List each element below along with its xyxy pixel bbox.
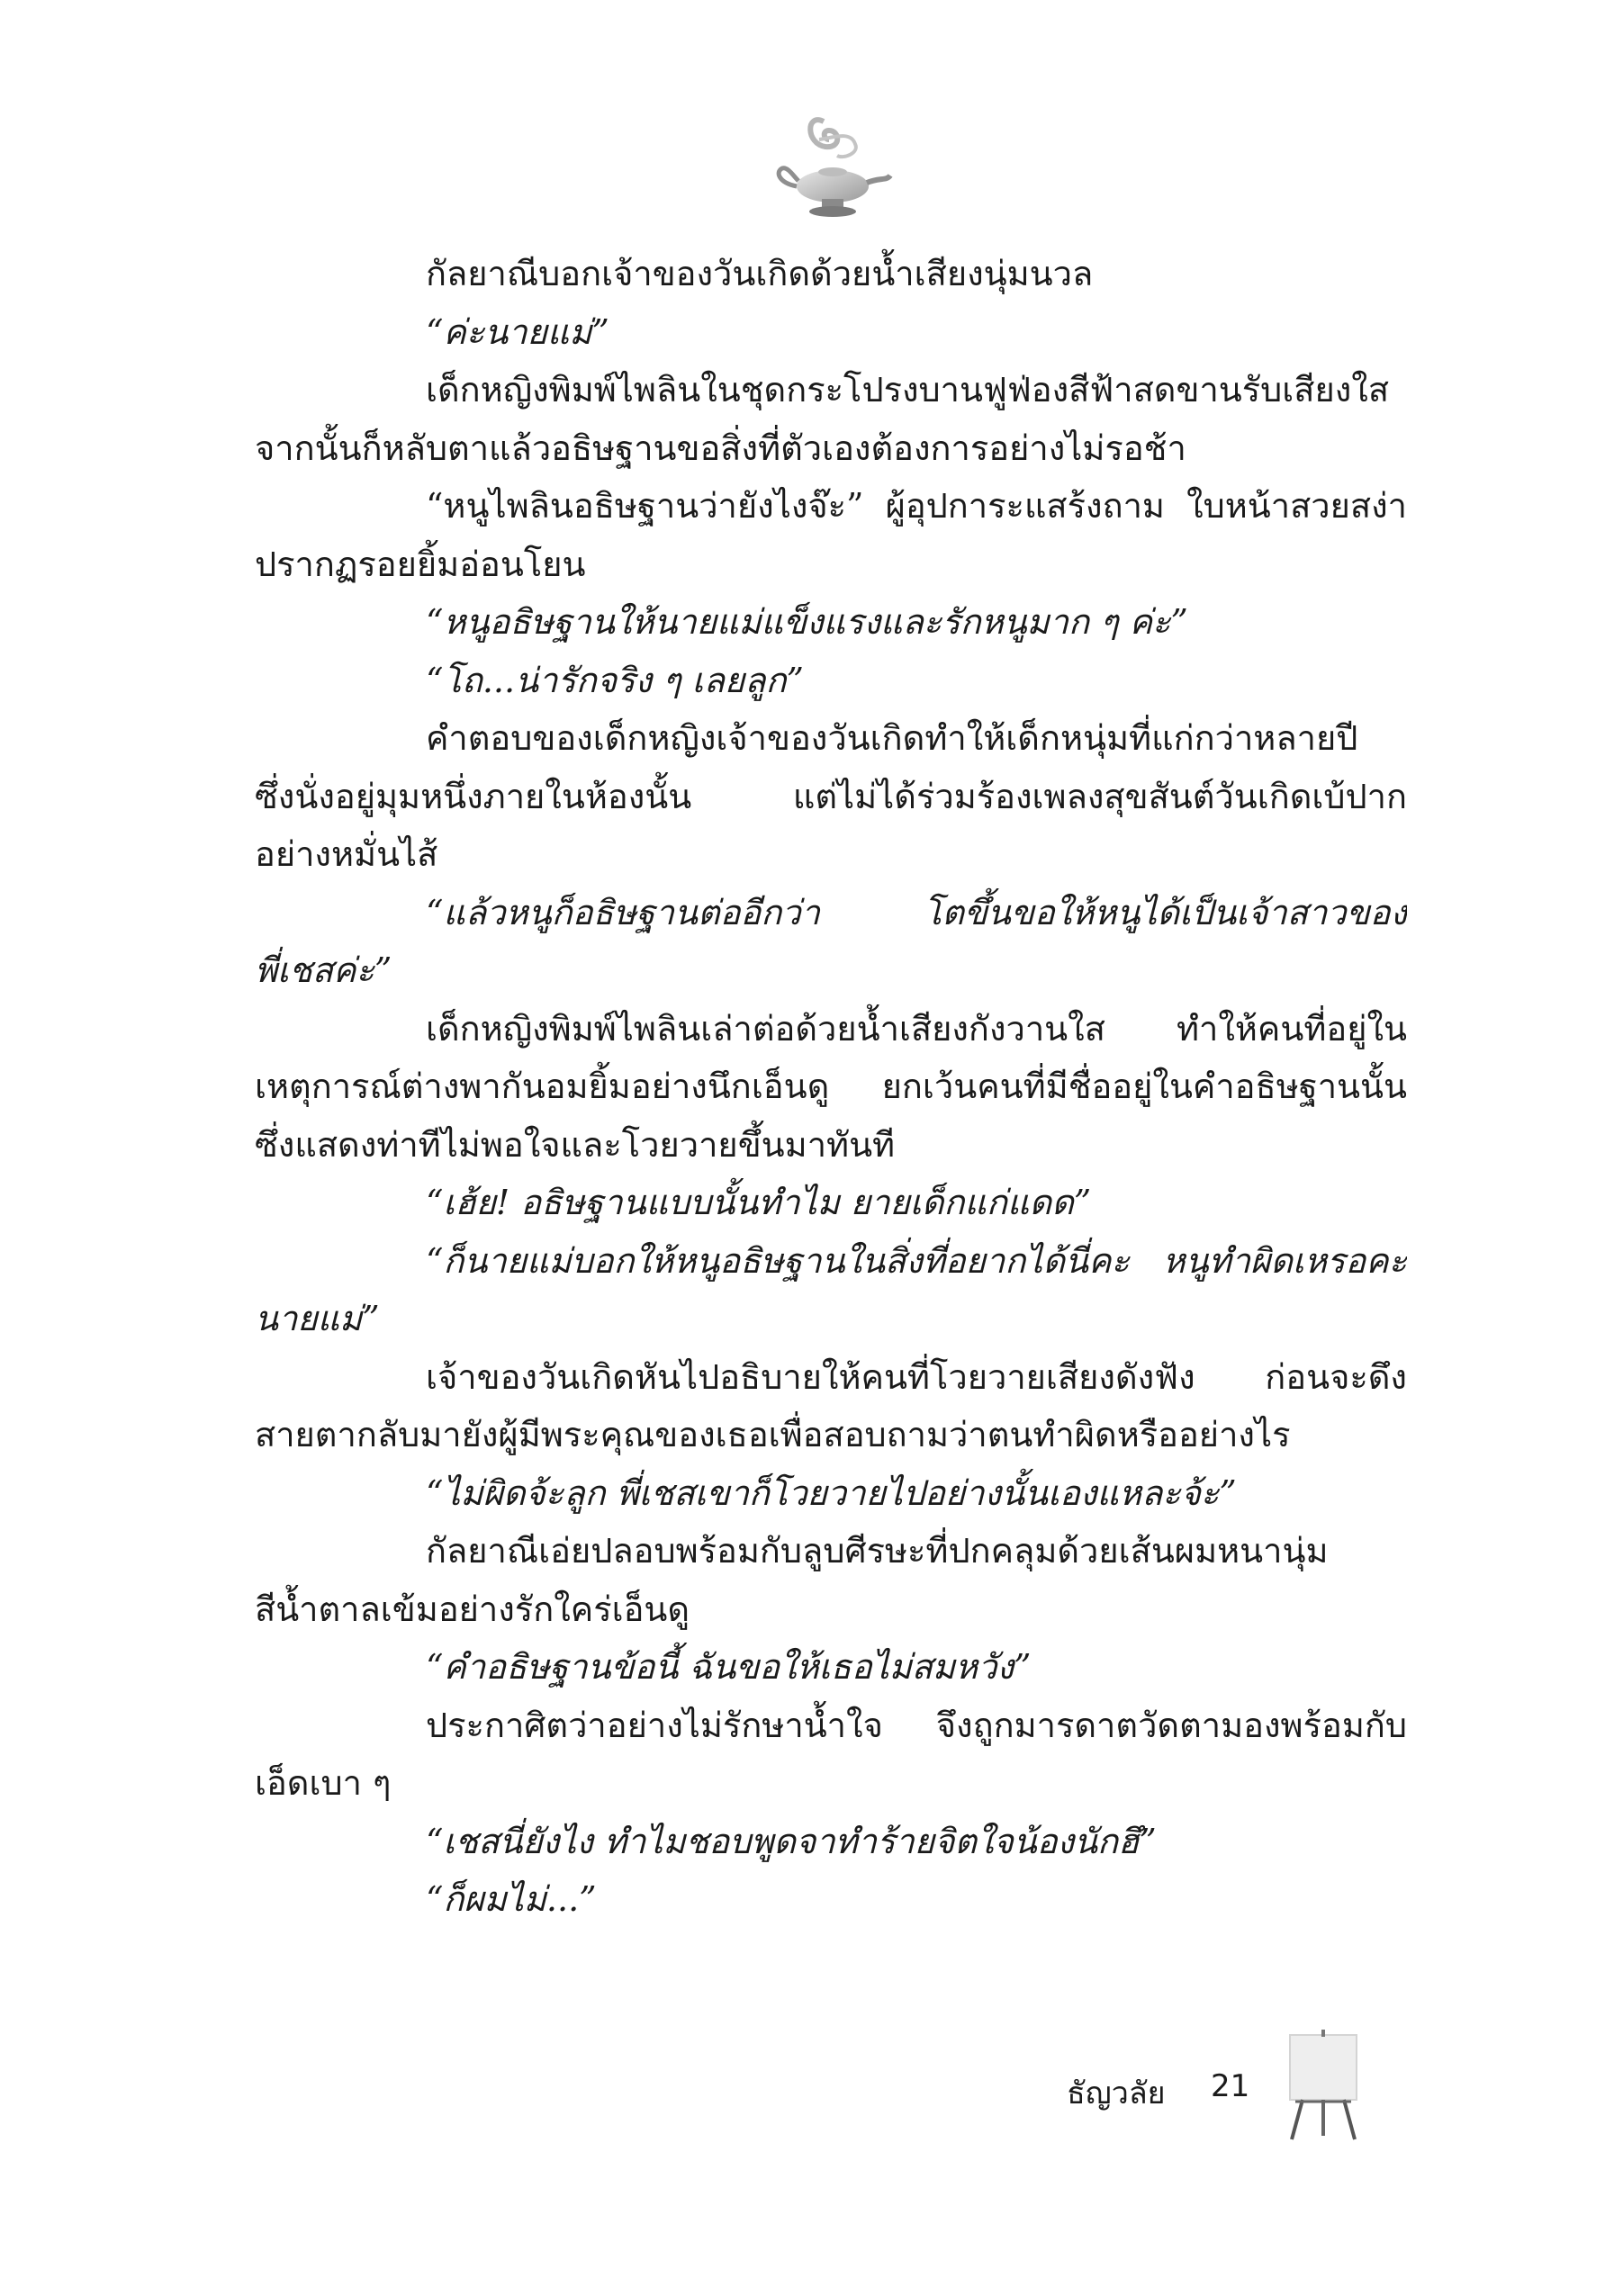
text-line: ซึ่งแสดงท่าทีไม่พอใจและโวยวายขึ้นมาทันที [255, 1124, 896, 1165]
running-footer-author: ธัญวลัย [1067, 2075, 1166, 2111]
text-line: พี่เชสค่ะ” [255, 950, 392, 990]
text-line: เด็กหญิงพิมพ์ไพลินเล่าต่อด้วยน้ำเสียงกังวานใส ทำให้คนที่อยู่ใน [426, 1008, 1407, 1049]
text-line: คำตอบของเด็กหญิงเจ้าของวันเกิดทำให้เด็กหนุ่มที่แก่กว่าหลายปี [426, 718, 1358, 758]
text-line: “หนูอธิษฐานให้นายแม่แข็งแรงและรักหนูมาก ๆ ค่ะ” [426, 602, 1188, 642]
easel-icon [1283, 2030, 1364, 2142]
text-line: สายตากลับมายังผู้มีพระคุณของเธอเพื่อสอบถามว่าตนทำผิดหรืออย่างไร [255, 1415, 1291, 1454]
text-line: ประกาศิตว่าอย่างไม่รักษาน้ำใจ จึงถูกมารดาตวัดตามองพร้อมกับ [426, 1705, 1407, 1745]
text-line: เจ้าของวันเกิดหันไปอธิบายให้คนที่โวยวายเสียงดังฟัง ก่อนจะดึง [426, 1356, 1407, 1397]
text-line: “คำอธิษฐานข้อนี้ ฉันขอให้เธอไม่สมหวัง” [426, 1647, 1032, 1687]
text-line: “เชสนี่ยังไง ทำไมชอบพูดจาทำร้ายจิตใจน้องนักฮึ” [426, 1821, 1157, 1861]
text-line: “โถ...น่ารักจริง ๆ เลยลูก” [426, 660, 804, 700]
text-line: “ค่ะนายแม่” [426, 311, 609, 352]
text-line: นายแม่” [255, 1299, 380, 1338]
text-line: “หนูไพลินอธิษฐานว่ายังไงจ๊ะ” ผู้อุปการะแสร้งถาม ใบหน้าสวยสง่า [426, 486, 1407, 526]
text-line: กัลยาณีบอกเจ้าของวันเกิดด้วยน้ำเสียงนุ่มนวล [426, 254, 1094, 293]
text-line: “เฮ้ย! อธิษฐานแบบนั้นทำไม ยายเด็กแก่แดด” [426, 1183, 1092, 1222]
text-line: เอ็ดเบา ๆ [255, 1763, 392, 1803]
magic-lamp-icon [770, 104, 896, 230]
page-number: 21 [1211, 2068, 1250, 2104]
text-line: อย่างหมั่นไส้ [255, 834, 438, 874]
body-text [255, 245, 1407, 1929]
text-line: กัลยาณีเอ่ยปลอบพร้อมกับลูบศีรษะที่ปกคลุมด้วยเส้นผมหนานุ่ม [426, 1531, 1329, 1571]
text-line: เหตุการณ์ต่างพากันอมยิ้มอย่างนึกเอ็นดู ยกเว้นคนที่มีชื่ออยู่ในคำอธิษฐานนั้น [255, 1067, 1407, 1106]
text-line: “ก็นายแม่บอกให้หนูอธิษฐานในสิ่งที่อยากได้นี่คะ หนูทำผิดเหรอคะ [426, 1240, 1407, 1281]
text-line: “แล้วหนูก็อธิษฐานต่ออีกว่า โตขึ้นขอให้หนูได้เป็นเจ้าสาวของ [426, 892, 1407, 932]
text-line: “ไม่ผิดจ้ะลูก พี่เชสเขาก็โวยวายไปอย่างนั้นเองแหละจ้ะ” [426, 1472, 1237, 1513]
text-line: สีน้ำตาลเข้มอย่างรักใคร่เอ็นดู [255, 1589, 690, 1629]
text-line: ซึ่งนั่งอยู่มุมหนึ่งภายในห้องนั้น แต่ไม่ได้ร่วมร้องเพลงสุขสันต์วันเกิดเบ้ปาก [255, 776, 1407, 816]
text-line: “ก็ผมไม่...” [426, 1879, 597, 1919]
text-line: ปรากฏรอยยิ้มอ่อนโยน [255, 544, 586, 584]
text-line: เด็กหญิงพิมพ์ไพลินในชุดกระโปรงบานฟูฟ่องสีฟ้าสดขานรับเสียงใส [426, 370, 1390, 410]
text-line: จากนั้นก็หลับตาแล้วอธิษฐานขอสิ่งที่ตัวเองต้องการอย่างไม่รอช้า [255, 428, 1186, 468]
